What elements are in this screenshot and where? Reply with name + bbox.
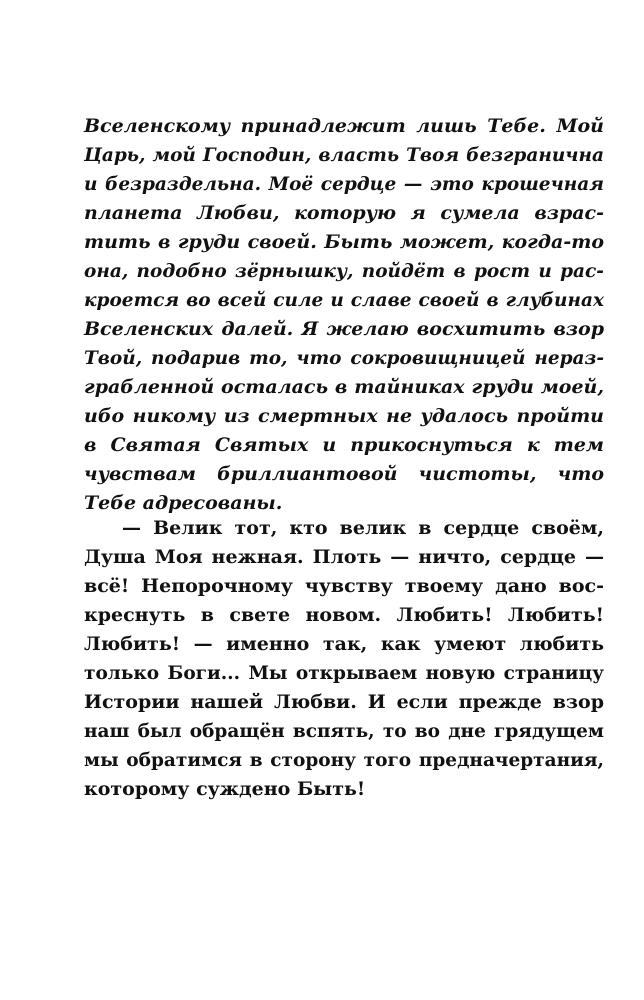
text-line: тить в груди своей. Быть может, когда-то — [84, 231, 604, 253]
text-line: и безраздельна. Моё сердце — это крошечная — [84, 174, 604, 195]
text-line: в Святая Святых и прикоснуться к тем — [84, 434, 604, 456]
text-line: креснуть в свете новом. Любить! Любить! — [84, 604, 604, 626]
text-line: Вселенскому принадлежит лишь Тебе. Мой — [84, 115, 604, 137]
text-line: чувствам бриллиантовой чистоты, что — [84, 463, 604, 485]
text-line: наш был обращён вспять, то во дне грядущем — [84, 721, 604, 742]
text-line: только Боги... Мы открываем новую страницу — [84, 663, 604, 684]
text-line: Царь, мой Господин, власть Твоя безгранична — [84, 145, 604, 166]
text-line: Вселенских далей. Я желаю восхитить взор — [84, 318, 604, 340]
text-line: Твой, подарив то, что сокровищницей нераз- — [84, 348, 604, 369]
text-line: она, подобно зёрнышку, пойдёт в рост и рас- — [84, 261, 604, 282]
text-line: мы обратимся в сторону того предначертания, — [84, 750, 604, 771]
text-line: ибо никому из смертных не удалось пройти — [84, 405, 604, 427]
text-line: — Велик тот, кто велик в сердце своём, — [122, 517, 604, 539]
text-line: всё! Непорочному чувству твоему дано вос- — [84, 575, 604, 597]
text-line: Любить! — именно так, как умеют любить — [84, 633, 604, 655]
italic-paragraph — [84, 112, 604, 518]
text-line: которому суждено Быть! — [84, 778, 366, 800]
regular-paragraph — [84, 514, 604, 804]
text-line: Душа Моя нежная. Плоть — ничто, сердце — — [84, 546, 604, 568]
text-line: кроется во всей силе и славе своей в глубинах — [84, 290, 604, 311]
text-line: грабленной осталась в тайниках груди моей, — [84, 376, 604, 398]
text-line: планета Любви, которую я сумела взрас- — [84, 202, 604, 224]
text-line: Истории нашей Любви. И если прежде взор — [84, 691, 604, 713]
text-line: Тебе адресованы. — [84, 492, 283, 514]
